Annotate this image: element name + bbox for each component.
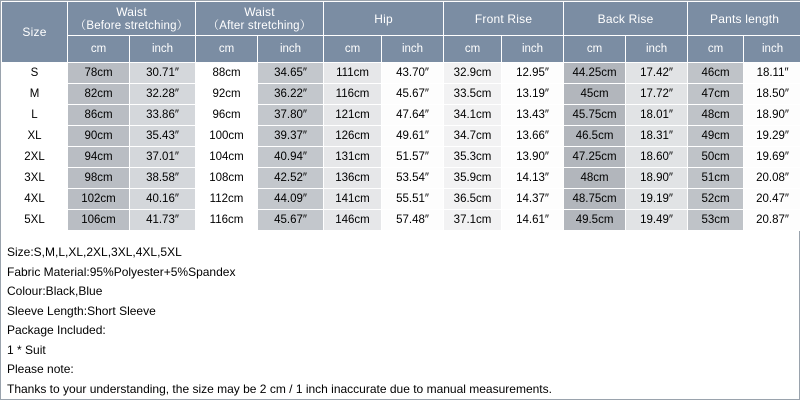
cell-front-rise-cm: 32.9cm	[444, 63, 502, 84]
cell-waist-before-cm: 86cm	[68, 105, 130, 126]
cell-waist-after-inch: 39.37″	[258, 126, 324, 147]
cell-waist-after-cm: 92cm	[196, 84, 258, 105]
cell-hip-inch: 47.64″	[382, 105, 444, 126]
cell-length-cm: 50cm	[688, 147, 744, 168]
product-notes	[1, 237, 800, 399]
cell-waist-before-inch: 41.73″	[130, 210, 196, 231]
cell-back-rise-inch: 18.90″	[626, 168, 688, 189]
cell-length-cm: 53cm	[688, 210, 744, 231]
cell-waist-before-inch: 33.86″	[130, 105, 196, 126]
unit-back-rise-cm: cm	[564, 36, 626, 63]
header-waist-after-sub: （After stretching）	[207, 19, 312, 32]
cell-size: 4XL	[2, 189, 68, 210]
note-line: Sleeve Length:Short Sleeve	[7, 303, 156, 318]
cell-back-rise-cm: 45.75cm	[564, 105, 626, 126]
cell-front-rise-cm: 34.7cm	[444, 126, 502, 147]
unit-hip-cm: cm	[324, 36, 382, 63]
cell-back-rise-inch: 17.42″	[626, 63, 688, 84]
cell-length-inch: 19.29″	[744, 126, 800, 147]
cell-hip-cm: 146cm	[324, 210, 382, 231]
cell-front-rise-inch: 12.95″	[502, 63, 564, 84]
size-chart-table	[1, 1, 800, 231]
cell-waist-after-cm: 88cm	[196, 63, 258, 84]
cell-length-inch: 20.47″	[744, 189, 800, 210]
cell-waist-after-inch: 34.65″	[258, 63, 324, 84]
cell-back-rise-inch: 18.31″	[626, 126, 688, 147]
cell-waist-after-inch: 42.52″	[258, 168, 324, 189]
cell-waist-after-inch: 36.22″	[258, 84, 324, 105]
cell-hip-inch: 51.57″	[382, 147, 444, 168]
unit-waist-before-cm: cm	[68, 36, 130, 63]
cell-waist-before-cm: 98cm	[68, 168, 130, 189]
cell-size: 5XL	[2, 210, 68, 231]
cell-hip-inch: 49.61″	[382, 126, 444, 147]
cell-back-rise-cm: 47.25cm	[564, 147, 626, 168]
cell-waist-before-cm: 106cm	[68, 210, 130, 231]
cell-length-cm: 48cm	[688, 105, 744, 126]
cell-waist-before-inch: 38.58″	[130, 168, 196, 189]
cell-waist-before-inch: 35.43″	[130, 126, 196, 147]
table-row	[2, 147, 800, 168]
cell-length-inch: 19.69″	[744, 147, 800, 168]
cell-front-rise-cm: 35.9cm	[444, 168, 502, 189]
table-row	[2, 189, 800, 210]
cell-back-rise-inch: 17.72″	[626, 84, 688, 105]
cell-waist-before-cm: 94cm	[68, 147, 130, 168]
cell-waist-after-inch: 44.09″	[258, 189, 324, 210]
cell-hip-cm: 131cm	[324, 147, 382, 168]
cell-front-rise-inch: 13.43″	[502, 105, 564, 126]
cell-hip-inch: 57.48″	[382, 210, 444, 231]
cell-waist-after-cm: 112cm	[196, 189, 258, 210]
cell-back-rise-cm: 45cm	[564, 84, 626, 105]
cell-hip-cm: 136cm	[324, 168, 382, 189]
cell-back-rise-inch: 18.60″	[626, 147, 688, 168]
note-line: Please note:	[7, 362, 74, 376]
cell-length-cm: 51cm	[688, 168, 744, 189]
cell-waist-before-inch: 37.01″	[130, 147, 196, 168]
unit-length-inch: inch	[744, 36, 800, 63]
cell-front-rise-inch: 14.37″	[502, 189, 564, 210]
cell-hip-cm: 141cm	[324, 189, 382, 210]
cell-front-rise-cm: 33.5cm	[444, 84, 502, 105]
cell-back-rise-inch: 18.01″	[626, 105, 688, 126]
cell-waist-after-inch: 37.80″	[258, 105, 324, 126]
header-waist-before-main: Waist	[116, 4, 147, 19]
size-chart-body	[2, 63, 800, 231]
cell-waist-after-cm: 116cm	[196, 210, 258, 231]
header-unit-row	[2, 36, 800, 63]
table-row	[2, 126, 800, 147]
note-line: Colour:Black,Blue	[7, 284, 103, 298]
table-row	[2, 210, 800, 231]
header-size: Size	[2, 2, 68, 63]
cell-hip-cm: 116cm	[324, 84, 382, 105]
cell-size: XL	[2, 126, 68, 147]
cell-waist-before-cm: 102cm	[68, 189, 130, 210]
cell-hip-inch: 55.51″	[382, 189, 444, 210]
cell-front-rise-cm: 34.1cm	[444, 105, 502, 126]
header-pants-length: Pants length	[688, 2, 800, 36]
cell-waist-after-cm: 100cm	[196, 126, 258, 147]
cell-hip-inch: 45.67″	[382, 84, 444, 105]
cell-waist-before-cm: 82cm	[68, 84, 130, 105]
unit-waist-after-inch: inch	[258, 36, 324, 63]
cell-length-inch: 18.90″	[744, 105, 800, 126]
note-line: 1 * Suit	[7, 342, 46, 357]
table-row	[2, 63, 800, 84]
unit-hip-inch: inch	[382, 36, 444, 63]
cell-size: 3XL	[2, 168, 68, 189]
unit-front-rise-inch: inch	[502, 36, 564, 63]
cell-length-cm: 52cm	[688, 189, 744, 210]
cell-waist-after-cm: 108cm	[196, 168, 258, 189]
cell-hip-cm: 121cm	[324, 105, 382, 126]
cell-length-cm: 46cm	[688, 63, 744, 84]
table-row	[2, 105, 800, 126]
cell-waist-after-cm: 96cm	[196, 105, 258, 126]
cell-size: L	[2, 105, 68, 126]
table-row	[2, 84, 800, 105]
cell-front-rise-inch: 13.66″	[502, 126, 564, 147]
header-waist-before-sub: （Before stretching）	[74, 19, 189, 32]
cell-back-rise-cm: 48cm	[564, 168, 626, 189]
cell-length-inch: 18.50″	[744, 84, 800, 105]
cell-waist-before-inch: 32.28″	[130, 84, 196, 105]
cell-hip-inch: 53.54″	[382, 168, 444, 189]
cell-waist-before-cm: 78cm	[68, 63, 130, 84]
cell-size: M	[2, 84, 68, 105]
unit-front-rise-cm: cm	[444, 36, 502, 63]
header-waist-before	[68, 2, 196, 36]
cell-back-rise-cm: 48.75cm	[564, 189, 626, 210]
header-group-row	[2, 2, 800, 36]
cell-front-rise-inch: 13.90″	[502, 147, 564, 168]
header-back-rise: Back Rise	[564, 2, 688, 36]
cell-length-cm: 49cm	[688, 126, 744, 147]
unit-length-cm: cm	[688, 36, 744, 63]
cell-front-rise-cm: 36.5cm	[444, 189, 502, 210]
cell-back-rise-cm: 44.25cm	[564, 63, 626, 84]
cell-waist-after-cm: 104cm	[196, 147, 258, 168]
cell-front-rise-inch: 14.61″	[502, 210, 564, 231]
unit-back-rise-inch: inch	[626, 36, 688, 63]
cell-back-rise-inch: 19.49″	[626, 210, 688, 231]
cell-hip-cm: 111cm	[324, 63, 382, 84]
cell-length-inch: 20.08″	[744, 168, 800, 189]
cell-hip-cm: 126cm	[324, 126, 382, 147]
table-row	[2, 168, 800, 189]
cell-front-rise-cm: 37.1cm	[444, 210, 502, 231]
unit-waist-after-cm: cm	[196, 36, 258, 63]
cell-waist-before-inch: 40.16″	[130, 189, 196, 210]
cell-waist-after-inch: 40.94″	[258, 147, 324, 168]
cell-length-inch: 20.87″	[744, 210, 800, 231]
cell-back-rise-cm: 49.5cm	[564, 210, 626, 231]
cell-size: S	[2, 63, 68, 84]
cell-hip-inch: 43.70″	[382, 63, 444, 84]
note-line: Package Included:	[7, 323, 106, 337]
note-line: Size:S,M,L,XL,2XL,3XL,4XL,5XL	[7, 245, 182, 259]
header-waist-after	[196, 2, 324, 36]
cell-front-rise-inch: 13.19″	[502, 84, 564, 105]
note-line: Fabric Material:95%Polyester+5%Spandex	[7, 264, 236, 279]
unit-waist-before-inch: inch	[130, 36, 196, 63]
cell-back-rise-cm: 46.5cm	[564, 126, 626, 147]
note-line: Thanks to your understanding, the size may be 2 cm / 1 inch inaccurate due to manual measurements.	[7, 381, 552, 396]
cell-length-cm: 47cm	[688, 84, 744, 105]
header-waist-after-main: Waist	[244, 4, 275, 19]
cell-front-rise-inch: 14.13″	[502, 168, 564, 189]
cell-waist-before-inch: 30.71″	[130, 63, 196, 84]
header-hip: Hip	[324, 2, 444, 36]
cell-waist-after-inch: 45.67″	[258, 210, 324, 231]
cell-front-rise-cm: 35.3cm	[444, 147, 502, 168]
cell-size: 2XL	[2, 147, 68, 168]
cell-waist-before-cm: 90cm	[68, 126, 130, 147]
cell-back-rise-inch: 19.19″	[626, 189, 688, 210]
header-front-rise: Front Rise	[444, 2, 564, 36]
cell-length-inch: 18.11″	[744, 63, 800, 84]
